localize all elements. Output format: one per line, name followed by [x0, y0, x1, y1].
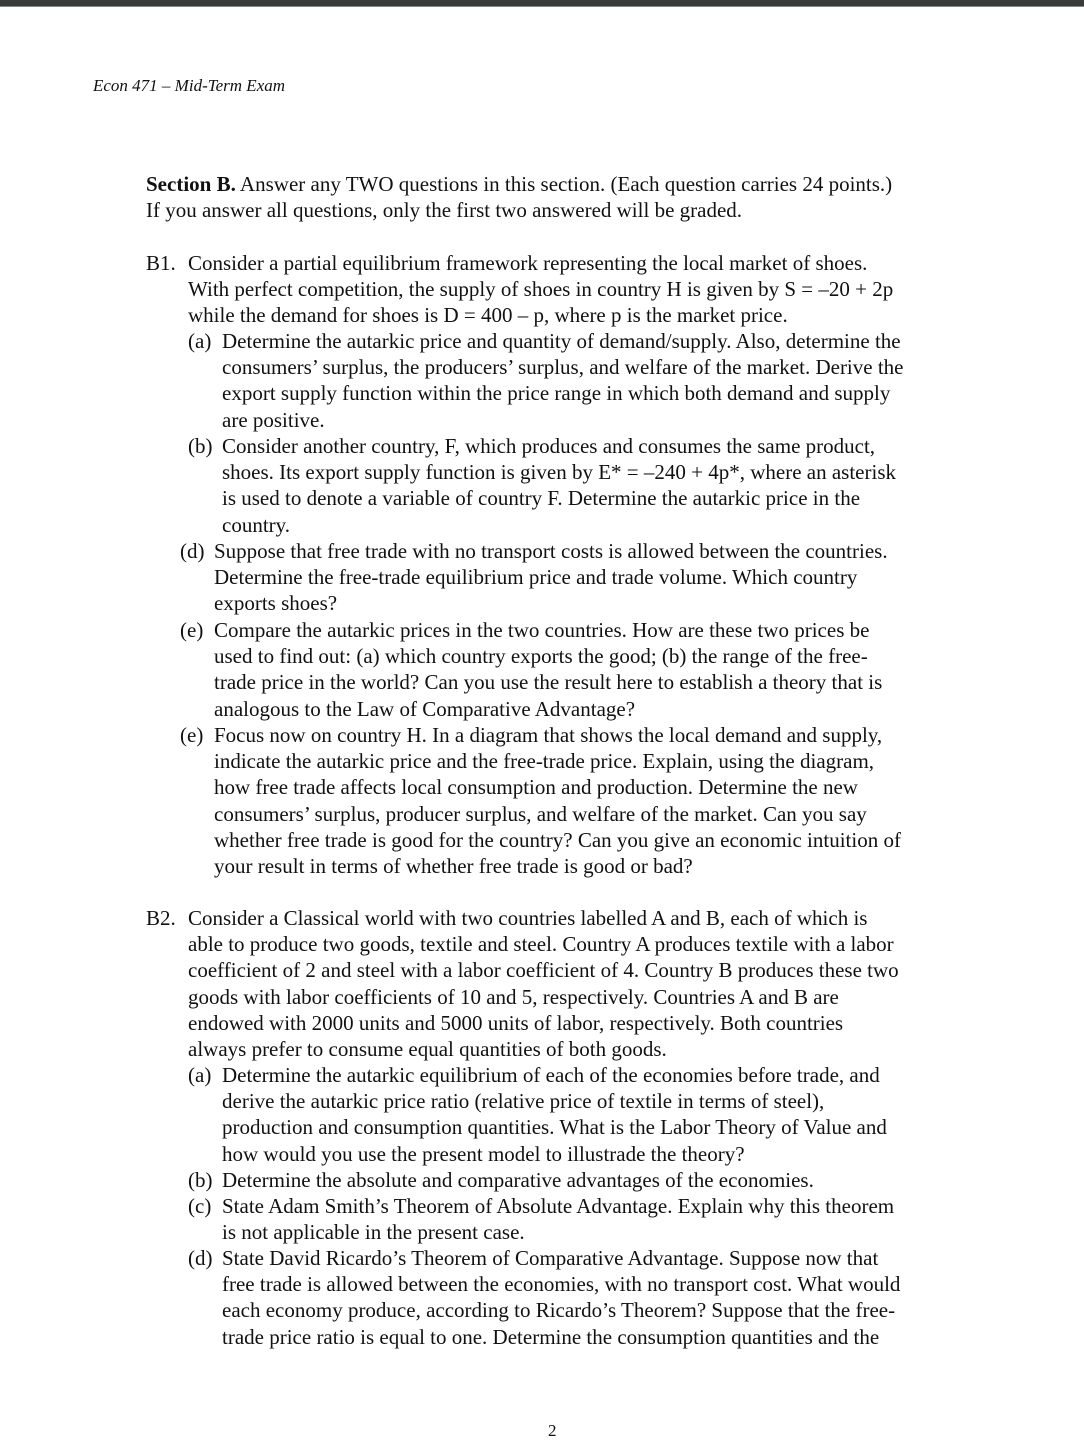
item-text	[222, 1193, 894, 1245]
text-line: Determine the absolute and comparative advantages of the economies.	[222, 1168, 814, 1192]
text-line: shoes. Its export supply function is given by E* = –240 + 4p*, where an asterisk	[222, 460, 896, 485]
item-label: (b)	[188, 434, 213, 458]
item-text	[222, 1062, 887, 1167]
text-line: country.	[222, 512, 291, 537]
item-text	[188, 905, 899, 1062]
page-number: 2	[548, 1421, 557, 1440]
part-b2-c	[188, 1193, 894, 1245]
text-line: while the demand for shoes is D = 400 – p, where p is the market price.	[188, 303, 788, 328]
text-line: are positive.	[222, 407, 325, 432]
text-line: State David Ricardo’s Theorem of Comparative Advantage. Suppose now that	[222, 1246, 879, 1270]
item-text	[214, 722, 901, 879]
question-b2	[146, 905, 899, 1062]
text-line: Consider another country, F, which produces and consumes the same product,	[222, 434, 876, 458]
text-line: With perfect competition, the supply of shoes in country H is given by S = –20 + 2p	[188, 277, 894, 302]
section-b-instructions	[146, 171, 892, 223]
text-line: Determine the autarkic equilibrium of each of the economies before trade, and	[222, 1063, 880, 1087]
text-line: analogous to the Law of Comparative Advantage?	[214, 696, 636, 721]
text-line: always prefer to consume equal quantities of both goods.	[188, 1036, 667, 1061]
text-line: each economy produce, according to Ricardo’s Theorem? Suppose that the free-	[222, 1298, 896, 1323]
text-line: Consider a partial equilibrium framework representing the local market of shoes.	[188, 251, 868, 275]
text-line: goods with labor coefficients of 10 and 5, respectively. Countries A and B are	[188, 984, 839, 1009]
item-label: (e)	[180, 723, 204, 747]
part-b2-a	[188, 1062, 887, 1167]
item-label: B2.	[146, 906, 176, 930]
text-line: how free trade affects local consumption and production. Determine the new	[214, 775, 858, 800]
part-b1-b	[188, 433, 896, 538]
item-text	[214, 617, 882, 722]
part-b1-d	[180, 538, 888, 617]
item-label: (a)	[188, 329, 212, 353]
item-text	[222, 1245, 900, 1350]
text-line: trade price in the world? Can you use the result here to establish a theory that is	[214, 670, 883, 695]
text-line: Compare the autarkic prices in the two countries. How are these two prices be	[214, 618, 870, 642]
text-line: Determine the free-trade equilibrium price and trade volume. Which country	[214, 565, 858, 590]
part-b2-d	[188, 1245, 900, 1350]
item-label: (b)	[188, 1168, 213, 1192]
item-text	[222, 433, 896, 538]
text-line: is used to denote a variable of country F. Determine the autarkic price in the	[222, 486, 861, 511]
part-b1-e1	[180, 617, 882, 722]
section-line	[146, 171, 892, 197]
text-line: whether free trade is good for the country? Can you give an economic intuition of	[214, 827, 901, 852]
text-line: consumers’ surplus, producer surplus, and welfare of the market. Can you say	[214, 801, 867, 826]
text-line: consumers’ surplus, the producers’ surplus, and welfare of the market. Derive the	[222, 355, 904, 380]
part-b2-b	[188, 1167, 814, 1193]
section-text: Answer any TWO questions in this section. (Each question carries 24 points.)	[235, 172, 893, 196]
top-bar	[0, 0, 1084, 7]
text-line: trade price ratio is equal to one. Determine the consumption quantities and the	[222, 1324, 880, 1349]
text-line: how would you use the present model to illustrade the theory?	[222, 1141, 745, 1166]
part-b1-e2	[180, 722, 901, 879]
text-line: able to produce two goods, textile and steel. Country A produces textile with a labor	[188, 932, 894, 957]
question-b1	[146, 250, 893, 329]
item-label: B1.	[146, 251, 176, 275]
text-line: Focus now on country H. In a diagram that shows the local demand and supply,	[214, 723, 883, 747]
text-line: Suppose that free trade with no transport costs is allowed between the countries.	[214, 539, 888, 563]
item-label: (e)	[180, 618, 204, 642]
item-text	[222, 328, 904, 433]
item-label: (d)	[180, 539, 205, 563]
item-label: (c)	[188, 1194, 212, 1218]
text-line: coefficient of 2 and steel with a labor coefficient of 4. Country B produces these two	[188, 958, 899, 983]
text-line: indicate the autarkic price and the free-trade price. Explain, using the diagram,	[214, 749, 875, 774]
item-text	[222, 1167, 814, 1193]
item-label: (a)	[188, 1063, 212, 1087]
section-line: If you answer all questions, only the first two answered will be graded.	[146, 198, 743, 223]
item-label: (d)	[188, 1246, 213, 1270]
text-line: free trade is allowed between the economies, with no transport cost. What would	[222, 1272, 901, 1297]
text-line: export supply function within the price range in which both demand and supply	[222, 381, 891, 406]
text-line: State Adam Smith’s Theorem of Absolute Advantage. Explain why this theorem	[222, 1194, 895, 1218]
text-line: production and consumption quantities. What is the Labor Theory of Value and	[222, 1115, 887, 1140]
text-line: derive the autarkic price ratio (relative price of textile in terms of steel),	[222, 1089, 825, 1114]
page-header: Econ 471 – Mid-Term Exam	[93, 76, 286, 95]
text-line: endowed with 2000 units and 5000 units of labor, respectively. Both countries	[188, 1010, 844, 1035]
text-line: Determine the autarkic price and quantity of demand/supply. Also, determine the	[222, 329, 901, 353]
text-line: is not applicable in the present case.	[222, 1220, 525, 1245]
item-text	[188, 250, 893, 329]
item-text	[214, 538, 888, 617]
text-line: your result in terms of whether free trade is good or bad?	[214, 853, 693, 878]
section-title: Section B.	[146, 172, 236, 196]
text-line: Consider a Classical world with two countries labelled A and B, each of which is	[188, 906, 868, 930]
part-b1-a	[188, 328, 904, 433]
text-line: exports shoes?	[214, 591, 338, 616]
text-line: used to find out: (a) which country exports the good; (b) the range of the free-	[214, 644, 868, 669]
